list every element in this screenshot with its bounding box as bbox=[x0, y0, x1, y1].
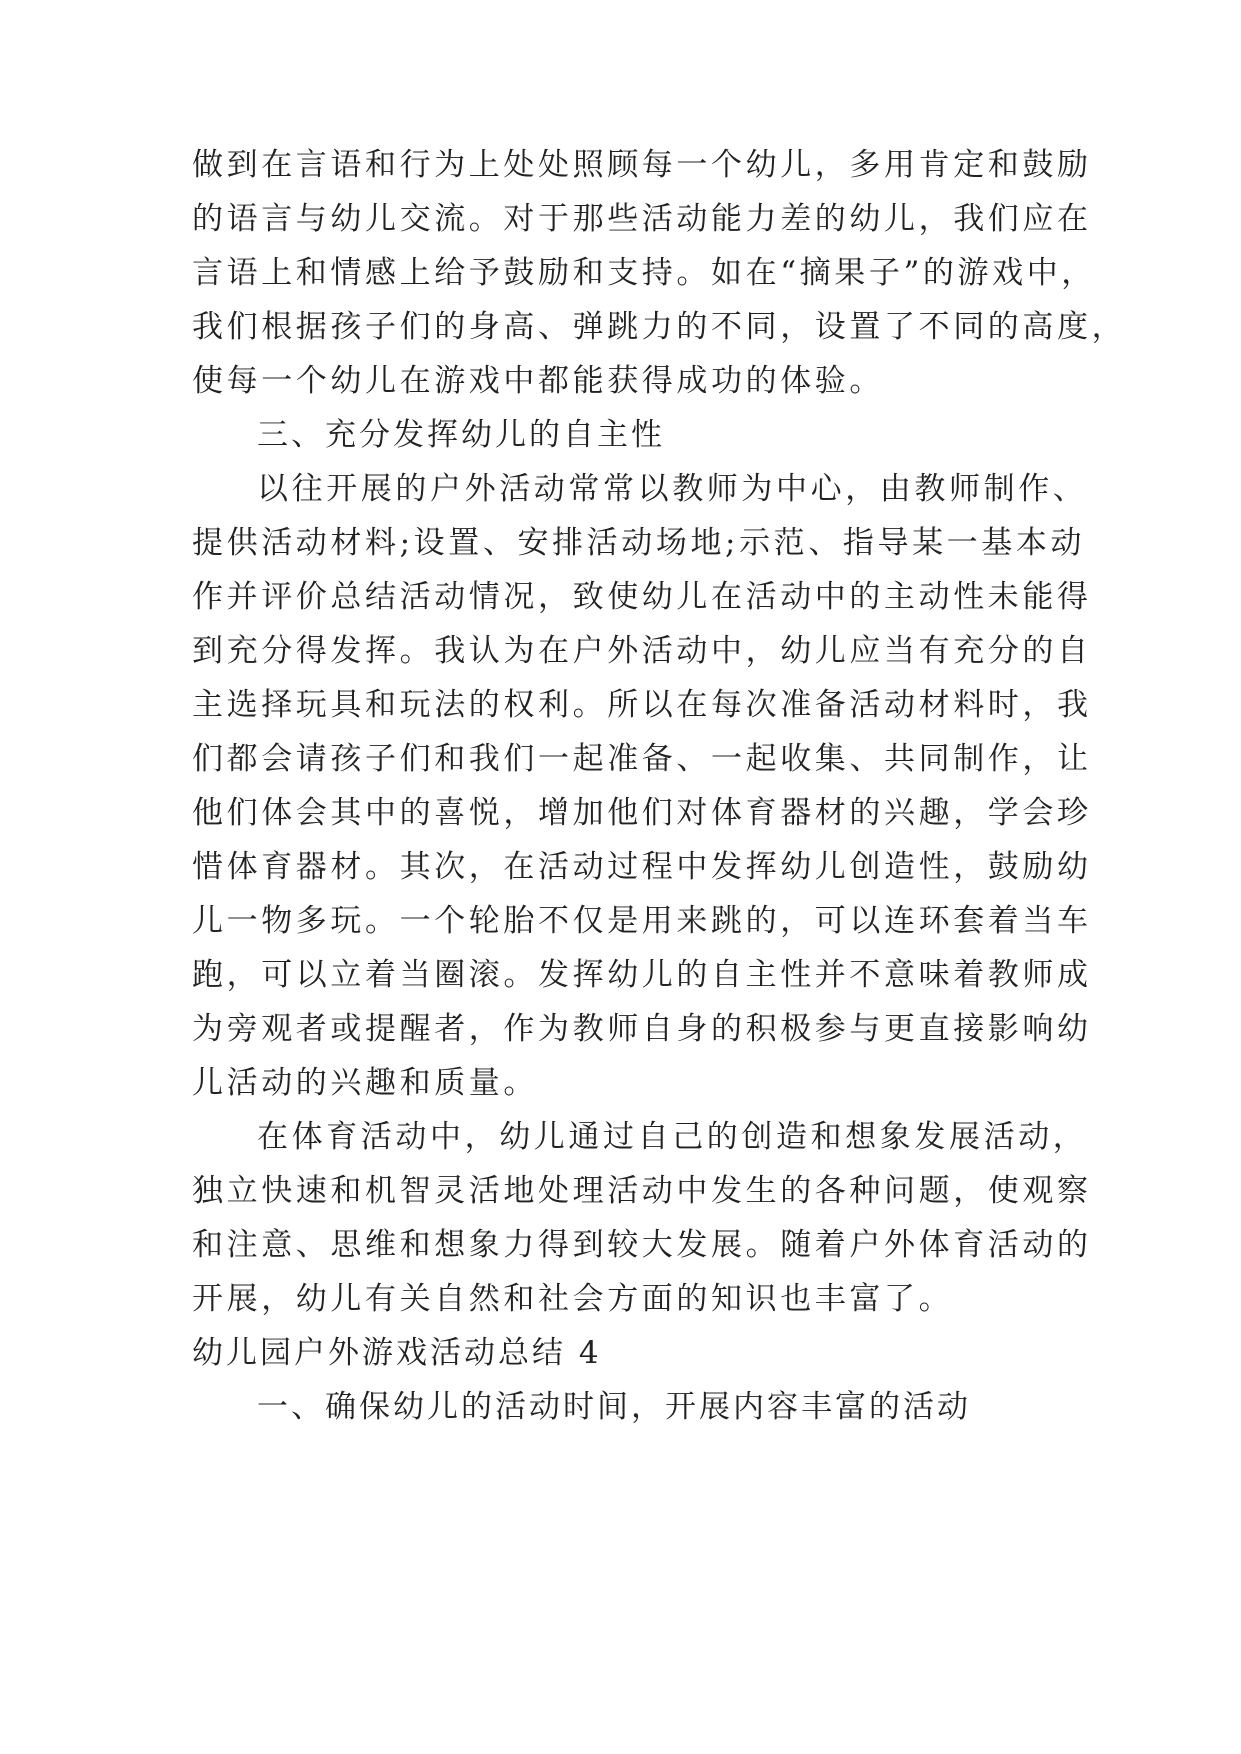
body-text-line: 主选择玩具和玩法的权利。所以在每次准备活动材料时，我 bbox=[192, 687, 1092, 723]
body-text-line: 为旁观者或提醒者，作为教师自身的积极参与更直接影响幼 bbox=[192, 1011, 1092, 1047]
body-text-line: 他们体会其中的喜悦，增加他们对体育器材的兴趣，学会珍 bbox=[192, 795, 1092, 831]
body-text-line: 以往开展的户外活动常常以教师为中心，由教师制作、 bbox=[257, 471, 1088, 507]
body-text-line: 们都会请孩子们和我们一起准备、一起收集、共同制作，让 bbox=[192, 741, 1092, 777]
section-heading: 三、充分发挥幼儿的自主性 bbox=[257, 417, 665, 453]
body-text-line: 的语言与幼儿交流。对于那些活动能力差的幼儿，我们应在 bbox=[192, 201, 1092, 237]
body-text-line: 跑，可以立着当圈滚。发挥幼儿的自主性并不意味着教师成 bbox=[192, 957, 1092, 993]
body-text-line: 和注意、思维和想象力得到较大发展。随着户外体育活动的 bbox=[192, 1227, 1092, 1263]
body-text-line: 儿活动的兴趣和质量。 bbox=[192, 1065, 538, 1101]
body-text-line: 言语上和情感上给予鼓励和支持。如在“摘果子”的游戏中， bbox=[192, 255, 1096, 291]
body-text-line: 提供活动材料;设置、安排活动场地;示范、指导某一基本动 bbox=[192, 525, 1086, 561]
body-text-line: 开展，幼儿有关自然和社会方面的知识也丰富了。 bbox=[192, 1281, 954, 1317]
body-text-line: 儿一物多玩。一个轮胎不仅是用来跳的，可以连环套着当车 bbox=[192, 903, 1092, 939]
body-text-line: 独立快速和机智灵活地处理活动中发生的各种问题，使观察 bbox=[192, 1173, 1092, 1209]
body-text-line: 做到在言语和行为上处处照顾每一个幼儿，多用肯定和鼓励 bbox=[192, 147, 1092, 183]
body-text-line: 作并评价总结活动情况，致使幼儿在活动中的主动性未能得 bbox=[192, 579, 1092, 615]
body-text-line: 到充分得发挥。我认为在户外活动中，幼儿应当有充分的自 bbox=[192, 633, 1092, 669]
section-heading: 一、确保幼儿的活动时间，开展内容丰富的活动 bbox=[257, 1389, 971, 1425]
document-title: 幼儿园户外游戏活动总结 4 bbox=[192, 1335, 602, 1371]
body-text-line: 在体育活动中，幼儿通过自己的创造和想象发展活动， bbox=[257, 1119, 1088, 1155]
body-text-line: 惜体育器材。其次，在活动过程中发挥幼儿创造性，鼓励幼 bbox=[192, 849, 1092, 885]
body-text-line: 使每一个幼儿在游戏中都能获得成功的体验。 bbox=[192, 363, 884, 399]
body-text-line: 我们根据孩子们的身高、弹跳力的不同，设置了不同的高度， bbox=[192, 309, 1127, 345]
